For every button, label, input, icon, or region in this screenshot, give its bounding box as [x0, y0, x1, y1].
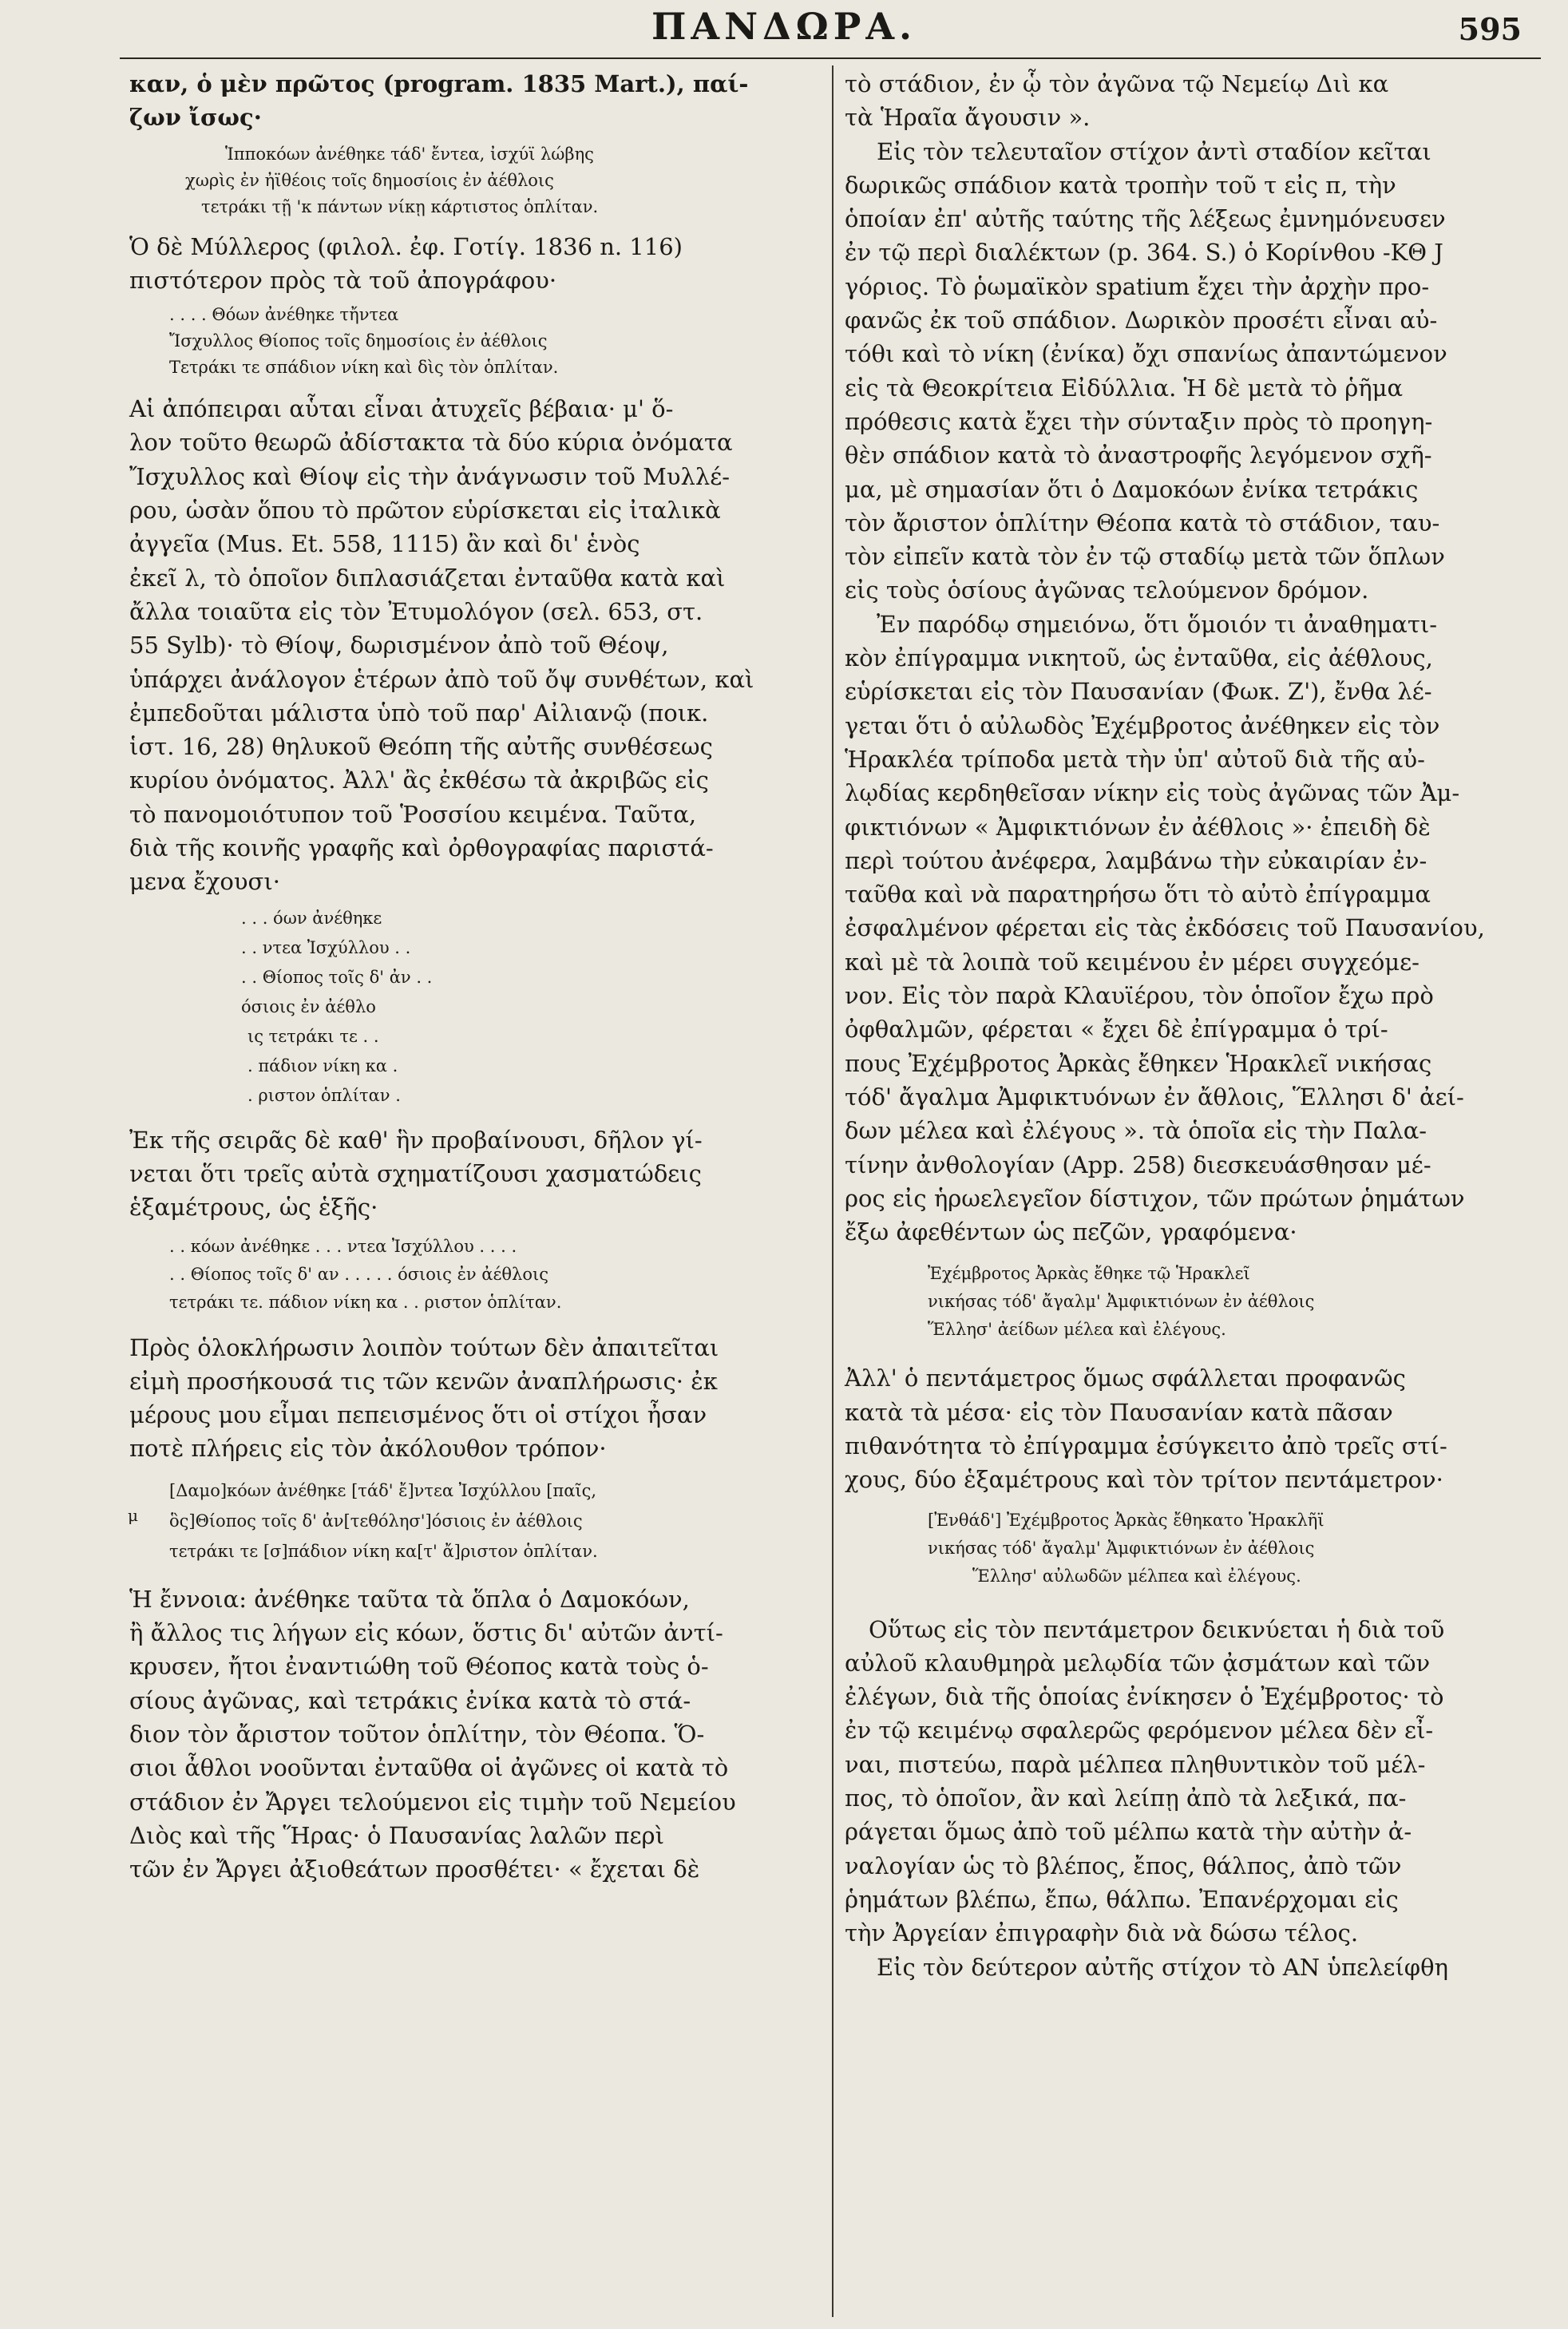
quote-line: Ἱπποκόων ἀνέθηκε τάδ' ἔντεα, ἰσχύϊ λώβης: [225, 144, 594, 164]
paragraph: [129, 67, 818, 135]
paragraph: [129, 230, 818, 298]
text-line: Ἀλλ' ὁ πεντάμετρος ὅμως σφάλλεται προφανῶς: [845, 1365, 1406, 1392]
text-line: κατὰ τὰ μέσα· εἰς τὸν Παυσανίαν κατὰ πᾶσαν: [845, 1398, 1393, 1426]
text-line: λον τοῦτο θεωρῶ ἀδίστακτα τὰ δύο κύρια ὀνόματα: [129, 429, 733, 457]
text-line: ἢ ἄλλος τις λήγων εἰς κόων, ὅστις δι' αὐτῶν ἀντί-: [129, 1619, 723, 1647]
text-line: 55 Sylb)· τὸ Θίοψ, δωρισμένον ἀπὸ τοῦ Θέοψ,: [129, 632, 669, 659]
quote-line: νικήσας τόδ' ἄγαλμ' Ἀμφικτιόνων ἐν ἀέθλοις: [928, 1538, 1315, 1558]
text-line: τὸ πανομοιότυπον τοῦ Ῥοσσίου κειμένα. Ταῦτα,: [129, 800, 697, 828]
quote-line: . . κόων ἀνέθηκε . . . ντεα Ἰσχύλλου . . . .: [169, 1236, 517, 1256]
paragraph: [129, 1331, 818, 1466]
text-line: Ἡ ἔννοια: ἀνέθηκε ταῦτα τὰ ὅπλα ὁ Δαμοκόων,: [129, 1585, 690, 1613]
text-line: κρυσεν, ἤτοι ἐναντιώθη τοῦ Θέοπος κατὰ τοὺς ὁ-: [129, 1653, 709, 1681]
text-line: τὸν ἄριστον ὁπλίτην Θέοπα κατὰ τὸ στάδιον, ταυ-: [845, 509, 1440, 537]
text-line: θὲν σπάδιον κατὰ τὸ ἀναστροφῆς λεγόμενον σχῆ-: [845, 442, 1432, 469]
text-line: πος, τὸ ὁποῖον, ἂν καὶ λείπῃ ἀπὸ τὰ λεξικά, πα-: [845, 1784, 1407, 1812]
text-line: στάδιον ἐν Ἄργει τελούμενοι εἰς τιμὴν τοῦ Νεμείου: [129, 1788, 736, 1816]
verse-quote: [129, 141, 818, 220]
text-line: ὀφθαλμῶν, φέρεται « ἔχει δὲ ἐπίγραμμα ὁ τρί-: [845, 1016, 1388, 1044]
quote-line: Ἐχέμβροτος Ἀρκὰς ἔθηκε τῷ Ἡρακλεῖ: [928, 1264, 1250, 1284]
margin-mark: μ: [128, 1505, 138, 1525]
verse-quote: [845, 1260, 1528, 1344]
text-line: Αἱ ἀπόπειραι αὗται εἶναι ἀτυχεῖς βέβαια· μ' ὅ-: [129, 395, 674, 423]
text-line: αὐλοῦ κλαυθμηρὰ μελῳδία τῶν ᾀσμάτων καὶ τῶν: [845, 1649, 1431, 1677]
text-line: ἱστ. 16, 28) θηλυκοῦ Θεόπη τῆς αὐτῆς συνθέσεως: [129, 733, 713, 761]
fragment-line: . . ντεα Ἰσχύλλου . .: [241, 937, 411, 957]
text-line: ἐκεῖ λ, τὸ ὁποῖον διπλασιάζεται ἐνταῦθα κατὰ καὶ: [129, 564, 726, 592]
text-line: Πρὸς ὁλοκλήρωσιν λοιπὸν τούτων δὲν ἀπαιτεῖται: [129, 1333, 719, 1361]
text-line: τόδ' ἄγαλμα Ἀμφικτυόνων ἐν ἄθλοις, Ἕλλησι δ' ἀεί-: [845, 1083, 1464, 1111]
text-line: νον. Εἰς τὸν παρὰ Κλαυϊέρου, τὸν ὁποῖον ἔχω πρὸ: [845, 982, 1434, 1010]
text-line: εἰς τοὺς ὁσίους ἀγῶνας τελούμενον δρόμον.: [845, 576, 1369, 604]
fragment-line: ις τετράκι τε . .: [247, 1026, 379, 1046]
text-line: μέρους μου εἶμαι πεπεισμένος ὅτι οἱ στίχοι ἦσαν: [129, 1401, 707, 1429]
paragraph: [845, 1361, 1528, 1496]
text-line: Διὸς καὶ τῆς Ἥρας· ὁ Παυσανίας λαλῶν περὶ: [129, 1821, 664, 1849]
text-line: πρόθεσις κατὰ ἔχει τὴν σύνταξιν πρὸς τὸ προηγη-: [845, 407, 1433, 435]
text-line: εἰμὴ προσήκουσά τις τῶν κενῶν ἀναπλήρωσις· ἐκ: [129, 1367, 718, 1395]
quote-line: ὃς]Θίοπος τοῖς δ' ἀν[τεθόλησ']όσιοις ἐν ἀέθλοις: [169, 1511, 583, 1531]
inscription-fragment: [129, 904, 818, 1111]
left-column: [129, 67, 818, 1886]
text-line: φικτιόνων « Ἀμφικτιόνων ἐν ἀέθλοις »· ἐπειδὴ δὲ: [845, 813, 1431, 841]
text-line: γεται ὅτι ὁ αὐλωδὸς Ἐχέμβροτος ἀνέθηκεν εἰς τὸν: [845, 711, 1440, 739]
text-line: ζων ἴσως·: [129, 104, 262, 132]
text-line: Εἰς τὸν τελευταῖον στίχον ἀντὶ σταδίον κεῖται: [877, 137, 1431, 165]
text-line: φανῶς ἐκ τοῦ σπάδιον. Δωρικὸν προσέτι εἶναι αὐ-: [845, 307, 1438, 335]
text-line: ναλογίαν ὡς τὸ βλέπος, ἔπος, θάλπος, ἀπὸ τῶν: [845, 1852, 1402, 1879]
text-line: τῶν ἐν Ἄργει ἀξιοθεάτων προσθέτει· « ἔχεται δὲ: [129, 1856, 700, 1883]
text-line: ράγεται ὅμως ἀπὸ τοῦ μέλπω κατὰ τὴν αὐτὴν ἀ-: [845, 1818, 1412, 1846]
quote-line: χωρὶς ἐν ἠϊθέοις τοῖς δημοσίοις ἐν ἀέθλοις: [185, 170, 554, 190]
text-line: δωρικῶς σπάδιον κατὰ τροπὴν τοῦ τ εἰς π, τὴν: [845, 171, 1396, 199]
verse-quote: [129, 1233, 818, 1317]
text-line: Ἐκ τῆς σειρᾶς δὲ καθ' ἣν προβαίνουσι, δῆλον γί-: [129, 1126, 703, 1154]
text-line: τὸν εἰπεῖν κατὰ τὸν ἐν τῷ σταδίῳ μετὰ τῶν ὅπλων: [845, 543, 1445, 571]
fragment-line: . πάδιον νίκη κα .: [247, 1056, 398, 1075]
text-line: ρου, ὡσὰν ὅπου τὸ πρῶτον εὑρίσκεται εἰς ἰταλικὰ: [129, 497, 721, 525]
text-line: ναι, πιστεύω, παρὰ μέλπεα πληθυντικὸν τοῦ μέλ-: [845, 1750, 1426, 1778]
text-line: νεται ὅτι τρεῖς αὐτὰ σχηματίζουσι χασματώδεις: [129, 1159, 702, 1187]
text-line: πιθανότητα τὸ ἐπίγραμμα ἐσύγκειτο ἀπὸ τρεῖς στί-: [845, 1432, 1447, 1460]
text-line: διὰ τῆς κοινῆς γραφῆς καὶ ὀρθογραφίας παριστά-: [129, 834, 714, 862]
text-line: γόριος. Τὸ ῥωμαϊκὸν spatium ἔχει τὴν ἀρχὴν προ-: [845, 272, 1430, 300]
fragment-line: . ριστον ὁπλίταν .: [247, 1085, 401, 1105]
text-line: πιστότερον πρὸς τὰ τοῦ ἀπογράφου·: [129, 266, 557, 294]
right-column: [845, 67, 1528, 1984]
header-rule: [120, 57, 1541, 59]
verse-quote: [129, 302, 818, 381]
text-line: Εἰς τὸν δεύτερον αὐτῆς στίχον τὸ ΑΝ ὑπελείφθη: [877, 1953, 1448, 1981]
paragraph: [129, 1123, 818, 1225]
verse-quote: [129, 1475, 818, 1567]
fragment-line: όσιοις ἐν ἀέθλο: [241, 996, 376, 1016]
page-number: 595: [1458, 11, 1522, 47]
quote-line: νικήσας τόδ' ἄγαλμ' Ἀμφικτιόνων ἐν ἀέθλοις: [928, 1292, 1315, 1312]
text-line: ταῦθα καὶ νὰ παρατηρήσω ὅτι τὸ αὐτὸ ἐπίγραμμα: [845, 881, 1431, 909]
text-line: κὸν ἐπίγραμμα νικητοῦ, ὡς ἐνταῦθα, εἰς ἀέθλους,: [845, 644, 1433, 672]
running-title: ΠΑΝΔΩΡΑ.: [651, 5, 917, 48]
quote-line: . . . . Θόων ἀνέθηκε τἤντεα: [169, 305, 399, 325]
text-line: Ἡρακλέα τρίποδα μετὰ τὴν ὑπ' αὐτοῦ διὰ τῆς αὐ-: [845, 745, 1425, 773]
text-line: λῳδίας κερδηθεῖσαν νίκην εἰς τοὺς ἀγῶνας τῶν Ἀμ-: [845, 779, 1460, 807]
paragraph: [845, 608, 1528, 1250]
text-line: κυρίου ὀνόματος. Ἀλλ' ἂς ἐκθέσω τὰ ἀκριβῶς εἰς: [129, 766, 709, 794]
text-line: τίνην ἀνθολογίαν (App. 258) διεσκευάσθησαν μέ-: [845, 1151, 1431, 1178]
paragraph: [845, 67, 1528, 135]
quote-line: τετράκι τῇ 'κ πάντων νίκῃ κάρτιστος ὁπλίταν.: [201, 196, 599, 216]
fragment-line: . . . όων ἀνέθηκε: [241, 908, 382, 928]
verse-quote: [845, 1507, 1528, 1590]
text-line: μα, μὲ σημασίαν ὅτι ὁ Δαμοκόων ἐνίκα τετράκις: [845, 475, 1419, 503]
text-line: Ἴσχυλλος καὶ Θίοψ εἰς τὴν ἀνάγνωσιν τοῦ Μυλλέ-: [129, 462, 731, 490]
quote-line: . . Θίοπος τοῖς δ' αν . . . . . όσιοις ἐν ἀέθλοις: [169, 1264, 548, 1284]
text-line: καὶ μὲ τὰ λοιπὰ τοῦ κειμένου ἐν μέρει συγχεόμε-: [845, 948, 1420, 976]
text-line: ἐσφαλμένον φέρεται εἰς τὰς ἐκδόσεις τοῦ Παυσανίου,: [845, 914, 1485, 942]
quote-line: τετράκι τε. πάδιον νίκη κα . . ριστον ὁπλίταν.: [169, 1292, 562, 1312]
text-line: διον τὸν ἄριστον τοῦτον ὁπλίτην, τὸν Θέοπα. Ὅ-: [129, 1720, 705, 1748]
text-line: ὑπάρχει ἀνάλογον ἑτέρων ἀπὸ τοῦ ὄψ συνθέτων, καὶ: [129, 665, 754, 693]
paragraph: [845, 135, 1528, 608]
column-divider: [832, 65, 833, 2317]
text-line: χους, δύο ἑξαμέτρους καὶ τὸν τρίτον πεντάμετρον·: [845, 1466, 1443, 1494]
text-line: ρος εἰς ἡρωελεγεῖον δίστιχον, τῶν πρώτων ῥημάτων: [845, 1184, 1465, 1212]
text-line: πους Ἐχέμβροτος Ἀρκὰς ἔθηκεν Ἡρακλεῖ νικήσας: [845, 1049, 1432, 1077]
text-line: τόθι καὶ τὸ νίκη (ἐνίκα) ὄχι σπανίως ἀπαντώμενον: [845, 340, 1447, 368]
quote-line: [Δαμο]κόων ἀνέθηκε [τάδ' ἔ]ντεα Ἰσχύλλου [παῖς,: [169, 1480, 597, 1500]
text-line: ῥημάτων βλέπω, ἔπω, θάλπω. Ἐπανέρχομαι εἰς: [845, 1885, 1399, 1913]
quote-line: τετράκι τε [σ]πάδιον νίκη κα[τ' ἄ]ριστον ὁπλίταν.: [169, 1541, 598, 1561]
paragraph: [129, 1582, 818, 1887]
text-line: Ἐν παρόδῳ σημειόνω, ὅτι ὅμοιόν τι ἀναθηματι-: [877, 610, 1438, 638]
text-line: τὸ στάδιον, ἐν ᾧ τὸν ἀγῶνα τῷ Νεμείῳ Διὶ κα: [845, 70, 1389, 97]
text-line: ἔξω ἀφεθέντων ὡς πεζῶν, γραφόμενα·: [845, 1218, 1297, 1246]
text-line: ποτὲ πλήρεις εἰς τὸν ἀκόλουθον τρόπον·: [129, 1435, 607, 1463]
text-line: ἄλλα τοιαῦτα εἰς τὸν Ἐτυμολόγον (σελ. 653, στ.: [129, 597, 703, 625]
paragraph: [845, 1951, 1528, 1984]
text-line: τὰ Ἡραῖα ἄγουσιν ».: [845, 104, 1091, 132]
quote-line: Τετράκι τε σπάδιον νίκη καὶ δὶς τὸν ὁπλίταν.: [169, 358, 559, 378]
text-line: μενα ἔχουσι·: [129, 868, 280, 896]
text-line: ἐμπεδοῦται μάλιστα ὑπὸ τοῦ παρ' Αἰλιανῷ (ποικ.: [129, 699, 709, 727]
quote-line: [Ἐνθάδ'] Ἐχέμβροτος Ἀρκὰς ἔθηκατο Ἡρακλῆϊ: [928, 1510, 1324, 1530]
text-line: σίους ἀγῶνας, καὶ τετράκις ἐνίκα κατὰ τὸ στά-: [129, 1686, 691, 1714]
text-line: Οὕτως εἰς τὸν πεντάμετρον δεικνύεται ἡ διὰ τοῦ: [869, 1615, 1445, 1643]
text-line: ἐν τῷ περὶ διαλέκτων (p. 364. S.) ὁ Κορίνθου -ΚΘ J: [845, 239, 1443, 267]
text-line: περὶ τούτου ἀνέφερα, λαμβάνω τὴν εὐκαιρίαν ἐν-: [845, 846, 1427, 874]
text-line: δων μέλεα καὶ ἐλέγους ». τὰ ὁποῖα εἰς τὴν Παλα-: [845, 1117, 1427, 1145]
fragment-line: . . Θίοπος τοῖς δ' ἀν . .: [241, 967, 433, 987]
text-line: εὑρίσκεται εἰς τὸν Παυσανίαν (Φωκ. Ζ'), ἔνθα λέ-: [845, 678, 1432, 706]
text-line: σιοι ἆθλοι νοοῦνται ἐνταῦθα οἱ ἀγῶνες οἱ κατὰ τὸ: [129, 1754, 729, 1782]
text-line: ἀγγεῖα (Mus. Et. 558, 1115) ἂν καὶ δι' ἑνὸς: [129, 530, 640, 558]
text-line: ἐν τῷ κειμένῳ σφαλερῶς φερόμενον μέλεα δὲν εἶ-: [845, 1717, 1434, 1745]
text-line: εἰς τὰ Θεοκρίτεια Εἰδύλλια. Ἡ δὲ μετὰ τὸ ῥῆμα: [845, 374, 1404, 402]
quote-line: Ἕλλησ' ἀείδων μέλεα καὶ ἐλέγους.: [928, 1320, 1226, 1340]
text-line: ὁποίαν ἐπ' αὐτῆς ταύτης τῆς λέξεως ἐμνημόνευσεν: [845, 205, 1446, 233]
text-line: τὴν Ἀργείαν ἐπιγραφὴν διὰ νὰ δώσω τέλος.: [845, 1919, 1359, 1947]
paragraph: [129, 392, 818, 898]
paragraph: [845, 1613, 1528, 1951]
text-line: καν, ὁ μὲν πρῶτος (program. 1835 Mart.), παί-: [129, 70, 749, 97]
text-line: ἑξαμέτρους, ὡς ἑξῆς·: [129, 1194, 378, 1222]
text-line: Ὁ δὲ Μύλλερος (φιλολ. ἐφ. Γοτίγ. 1836 n. 116): [129, 232, 683, 260]
quote-line: Ἴσχυλλος Θίοπος τοῖς δημοσίοις ἐν ἀέθλοις: [169, 331, 548, 351]
quote-line: Ἕλλησ' αὐλωδῶν μέλπεα καὶ ἐλέγους.: [972, 1566, 1301, 1586]
text-line: ἐλέγων, διὰ τῆς ὁποίας ἐνίκησεν ὁ Ἐχέμβροτος· τὸ: [845, 1683, 1444, 1711]
